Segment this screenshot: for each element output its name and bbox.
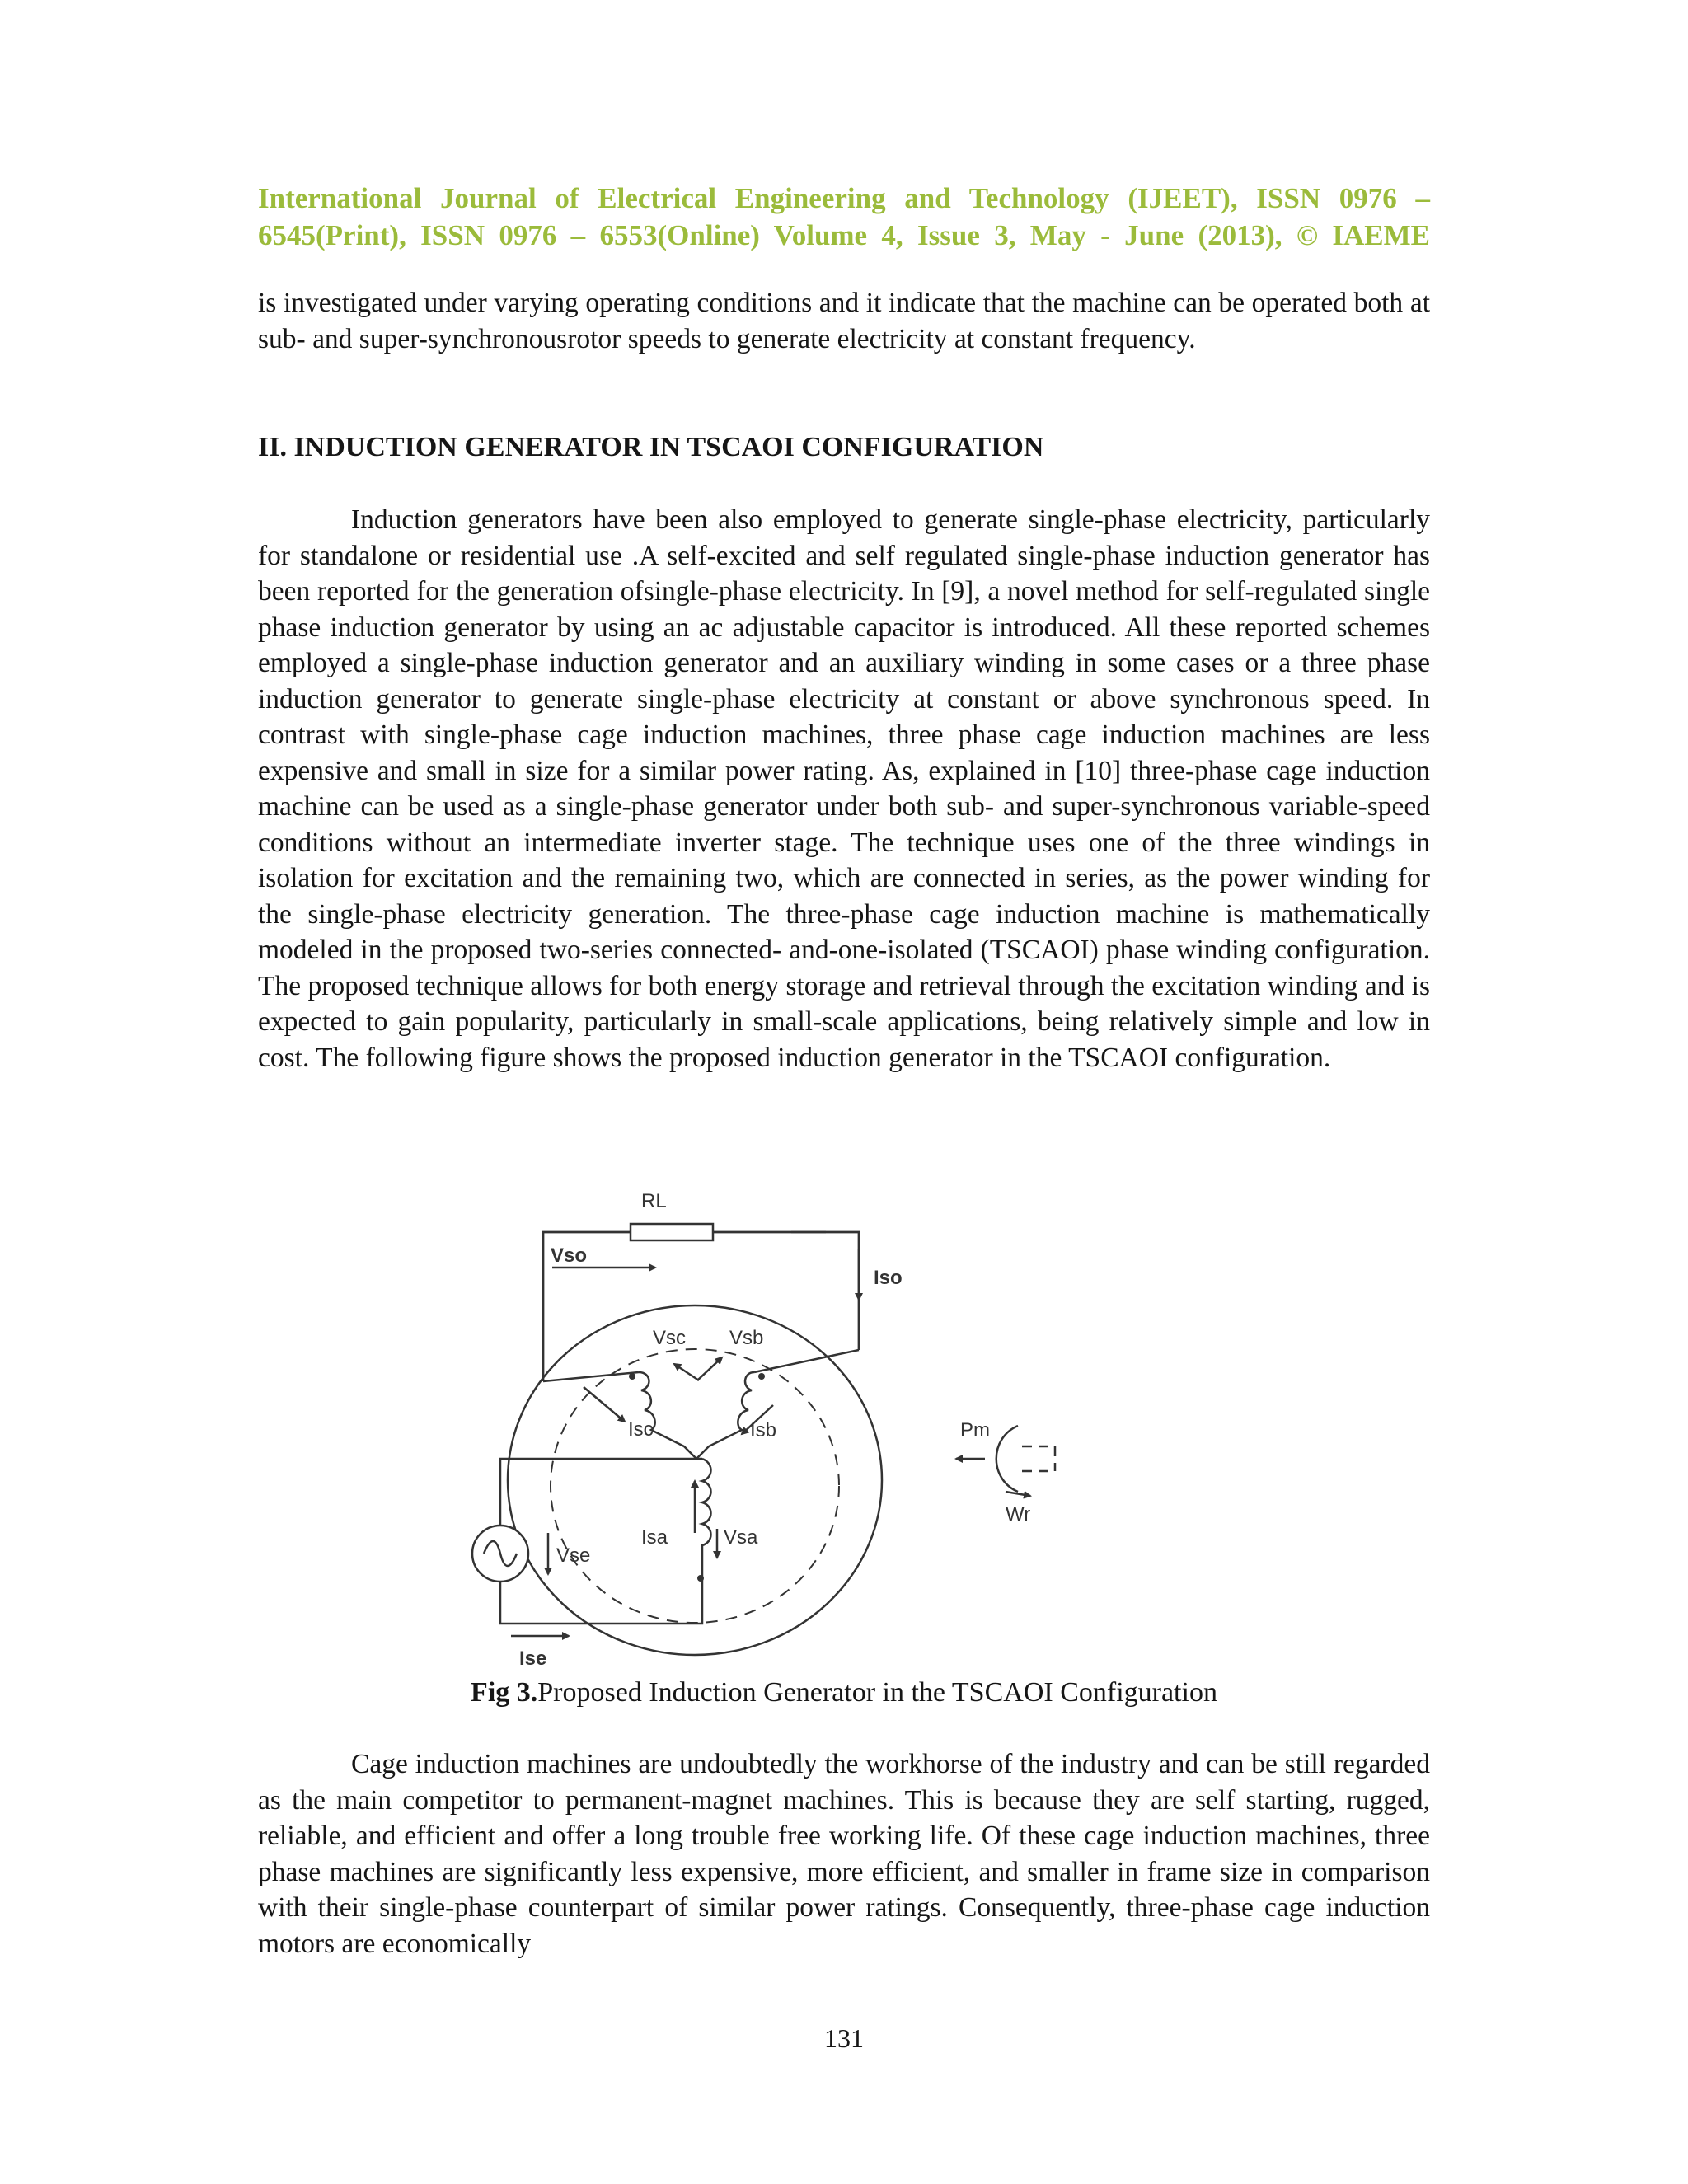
label-wr: Wr (1006, 1503, 1031, 1526)
tscaoi-circuit-figure (462, 1174, 1187, 1669)
intro-paragraph: is investigated under varying operating conditions and it indicate that the machine can be operated both at sub- and super-synchronousrotor speeds to generate electricity at constant frequency. (258, 288, 1430, 354)
isc-arrow (584, 1387, 625, 1422)
phase-c-dot (629, 1373, 635, 1380)
phase-b-lead (754, 1350, 859, 1372)
star-point (684, 1446, 709, 1459)
label-isb: Isb (750, 1419, 777, 1441)
label-isc: Isc (628, 1418, 654, 1441)
label-vse: Vse (556, 1544, 591, 1567)
vsb-arrow (697, 1357, 722, 1380)
body-paragraph-1: Induction generators have been also employed to generate single-phase electricity, particularly for standalone or residential use .A self-excited and self regulated single-phase induction generator has been reported for the generation ofsingle-phase electricity. In [9], a novel method for self-regulated single phase induction generator by using an ac adjustable capacitor is introduced. All these reported schemes employed a single-phase induction generator and an auxiliary winding in some cases or a three phase induction generator to generate single-phase electricity at constant or above synchronous speed. In contrast with single-phase cage induction machines, three phase cage induction machines are less expensive and small in size for a similar power rating. As, explained in [10] three-phase cage induction machine can be used as a single-phase generator under both sub- and super-synchronous variable-speed conditions without an intermediate inverter stage. The technique uses one of the three windings in isolation for excitation and the remaining two, which are connected in series, as the power winding for the single-phase electricity generation. The three-phase cage induction machine is mathematically modeled in the proposed two-series connected- and-one-isolated (TSCAOI) phase winding configuration. The proposed technique allows for both energy storage and retrieval through the excitation winding and is expected to gain popularity, particularly in small-scale applications, being relatively simple and low in cost. The following figure shows the proposed induction generator in the TSCAOI configuration. (258, 504, 1430, 1073)
phase-a-winding (702, 1459, 711, 1591)
wr-arrow (1006, 1492, 1030, 1496)
load-loop-wire (543, 1232, 859, 1381)
label-vsa: Vsa (724, 1526, 758, 1549)
vsc-arrow (674, 1364, 699, 1380)
label-vsb: Vsb (729, 1327, 764, 1349)
journal-header-line-2: 6545(Print), ISSN 0976 – 6553(Online) Volume 4, Issue 3, May - June (2013), © IAEME (258, 219, 1430, 251)
figure-caption-text: Proposed Induction Generator in the TSCAOI Configuration (537, 1677, 1217, 1708)
section-heading: II. INDUCTION GENERATOR IN TSCAOI CONFIGURATION (258, 432, 1044, 462)
label-vsc: Vsc (653, 1327, 687, 1349)
excitation-top-wire (500, 1459, 702, 1525)
label-iso: Iso (874, 1267, 903, 1289)
label-ise: Ise (519, 1647, 547, 1669)
label-pm: Pm (960, 1419, 990, 1441)
figure-caption-label: Fig 3. (471, 1677, 538, 1708)
phase-b-dot (758, 1373, 765, 1380)
load-loop-wire (543, 1232, 859, 1381)
figure-caption (258, 1675, 1430, 1711)
body-paragraph-2: Cage induction machines are undoubtedly the workhorse of the industry and can be still regarded as the main competitor to permanent-magnet machines. This is because they are self starting, rugged, reliable, and efficient and offer a long trouble free working life. Of these cage induction machines, three phase machines are significantly less expensive, more efficient, and smaller in frame size in comparison with their single-phase counterpart of similar power ratings. Consequently, three-phase cage induction motors are economically (258, 1749, 1430, 1959)
page-number: 131 (824, 2023, 864, 2053)
label-vso: Vso (551, 1244, 588, 1267)
phase-a-dot (697, 1575, 704, 1582)
phase-b-winding (709, 1372, 754, 1446)
phase-c-lead (543, 1372, 639, 1381)
journal-header-line-1: International Journal of Electrical Engineering and Technology (IJEET), ISSN 0976 – (258, 182, 1430, 214)
shaft-rotation-arc (996, 1426, 1018, 1492)
label-rl: RL (641, 1190, 667, 1212)
load-resistor (631, 1224, 713, 1240)
label-isa: Isa (641, 1526, 668, 1549)
excitation-bottom-wire (500, 1582, 702, 1624)
journal-header (258, 180, 1430, 254)
